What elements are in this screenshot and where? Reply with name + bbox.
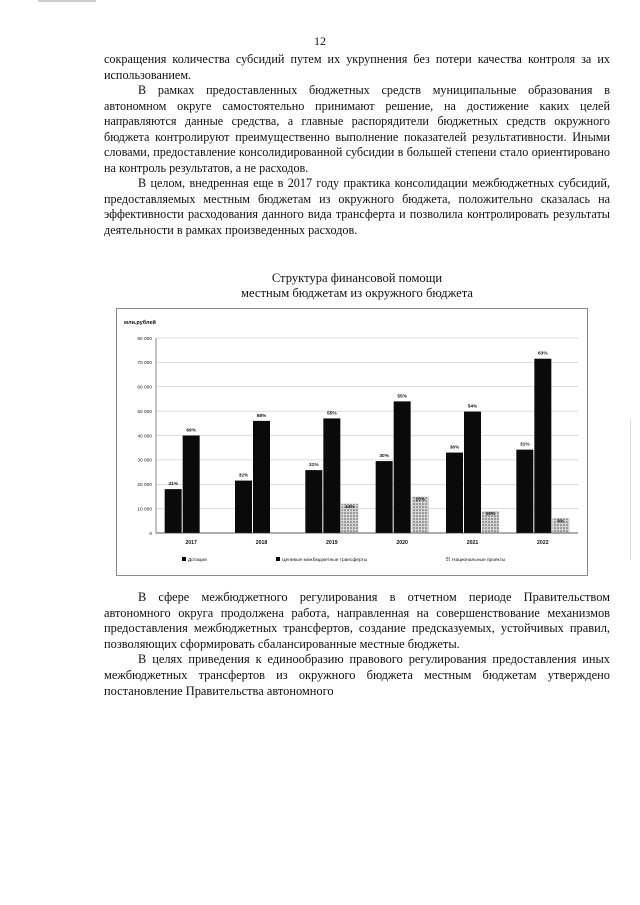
body-text-bottom <box>104 590 610 699</box>
y-tick-label: 40 000 <box>137 434 152 440</box>
data-label: 14% <box>345 504 355 510</box>
body-text-top <box>104 52 610 238</box>
bar <box>305 470 322 533</box>
paragraph: сокращения количества субсидий путем их укрупнения без потери качества контроля за их использованием. <box>104 52 610 82</box>
y-tick-label: 50 000 <box>137 409 152 415</box>
x-tick-label: 2017 <box>185 540 197 546</box>
data-label: 69% <box>186 428 196 434</box>
data-label: 68% <box>256 413 267 419</box>
bar <box>323 418 340 533</box>
bar <box>183 436 200 534</box>
bar <box>165 489 182 533</box>
legend-swatch <box>276 557 280 561</box>
scan-edge-mark <box>630 420 631 560</box>
data-label: 15% <box>415 497 425 503</box>
page-number: 12 <box>314 34 326 48</box>
x-tick-label: 2020 <box>396 540 408 546</box>
bar <box>253 421 270 533</box>
bar <box>516 450 533 533</box>
legend-swatch <box>446 557 450 561</box>
data-label: 36% <box>449 445 460 451</box>
y-tick-label: 60 000 <box>137 385 152 391</box>
y-tick-label: 80 000 <box>137 336 152 342</box>
x-tick-label: 2018 <box>255 540 268 546</box>
y-tick-label: 30 000 <box>137 458 152 464</box>
legend-label: Дотации <box>188 558 207 563</box>
y-tick-label: 70 000 <box>137 361 152 367</box>
data-label: 30% <box>379 454 389 460</box>
bar <box>235 481 252 533</box>
bar <box>446 453 463 533</box>
bar <box>534 359 551 533</box>
legend-label: Национальные проекты <box>452 558 506 563</box>
paragraph: В целом, внедренная еще в 2017 году практика консолидации межбюджетных субсидий, предоставляемых местным бюджетам из окружного бюджета, положительно сказалась на эффективности расходования данного вида трансферта и позволила контролировать результаты деятельности в рамках произведенных расходов. <box>104 176 610 237</box>
y-axis-unit-label: млн.рублей <box>124 320 156 326</box>
paragraph: В сфере межбюджетного регулирования в отчетном периоде Правительством автономного округа продолжена работа, направленная на совершенствование механизмов предоставления межбюджетных трансфертов, создание предсказуемых, устойчивых правил, позволяющих сформировать сбалансированные местные бюджеты. <box>104 590 610 651</box>
chart-caption-line: Структура финансовой помощи <box>271 271 443 285</box>
data-label: 55% <box>397 394 407 400</box>
y-tick-label: 0 <box>149 531 152 537</box>
x-tick-label: 2019 <box>326 540 338 546</box>
bar-chart <box>116 308 588 576</box>
chart-caption <box>104 271 610 301</box>
paragraph: В рамках предоставленных бюджетных средств муниципальные образования в автономном округе самостоятельно принимают решение, на достижение каких целей направляются данные средства, а главные распорядители бюджетных средств окружного бюджета контролируют преимущественно выполнение показателей результативности. Иными словами, предоставление консолидированной субсидии в большей степени стало ориентировано на контроль результатов, а не расходов. <box>104 83 610 175</box>
data-label: 55% <box>327 411 337 417</box>
data-label: 63% <box>538 351 548 357</box>
x-tick-label: 2022 <box>537 540 549 546</box>
data-label: 31% <box>168 482 178 488</box>
data-label: 32% <box>238 473 249 479</box>
paragraph: В целях приведения к единообразию правового регулирования предоставления иных межбюджетных трансфертов из окружного бюджета местным бюджетам утверждено постановление Правительства автономного <box>104 652 610 698</box>
data-label: 31% <box>520 442 530 448</box>
data-label: 54% <box>467 404 478 410</box>
data-label: 6% <box>557 519 565 525</box>
bar <box>376 461 393 533</box>
legend-label: Целевые межбюджетные трансферты <box>282 558 368 563</box>
data-label: 31% <box>309 463 319 469</box>
data-label: 10% <box>485 512 496 518</box>
y-tick-label: 20 000 <box>137 483 152 489</box>
bar <box>464 412 481 533</box>
scan-edge-mark <box>38 0 96 2</box>
bar <box>394 401 411 533</box>
x-tick-label: 2021 <box>466 540 479 546</box>
legend-swatch <box>182 557 186 561</box>
y-tick-label: 10 000 <box>137 507 152 513</box>
chart-caption-line: местным бюджетам из окружного бюджета <box>241 286 473 300</box>
